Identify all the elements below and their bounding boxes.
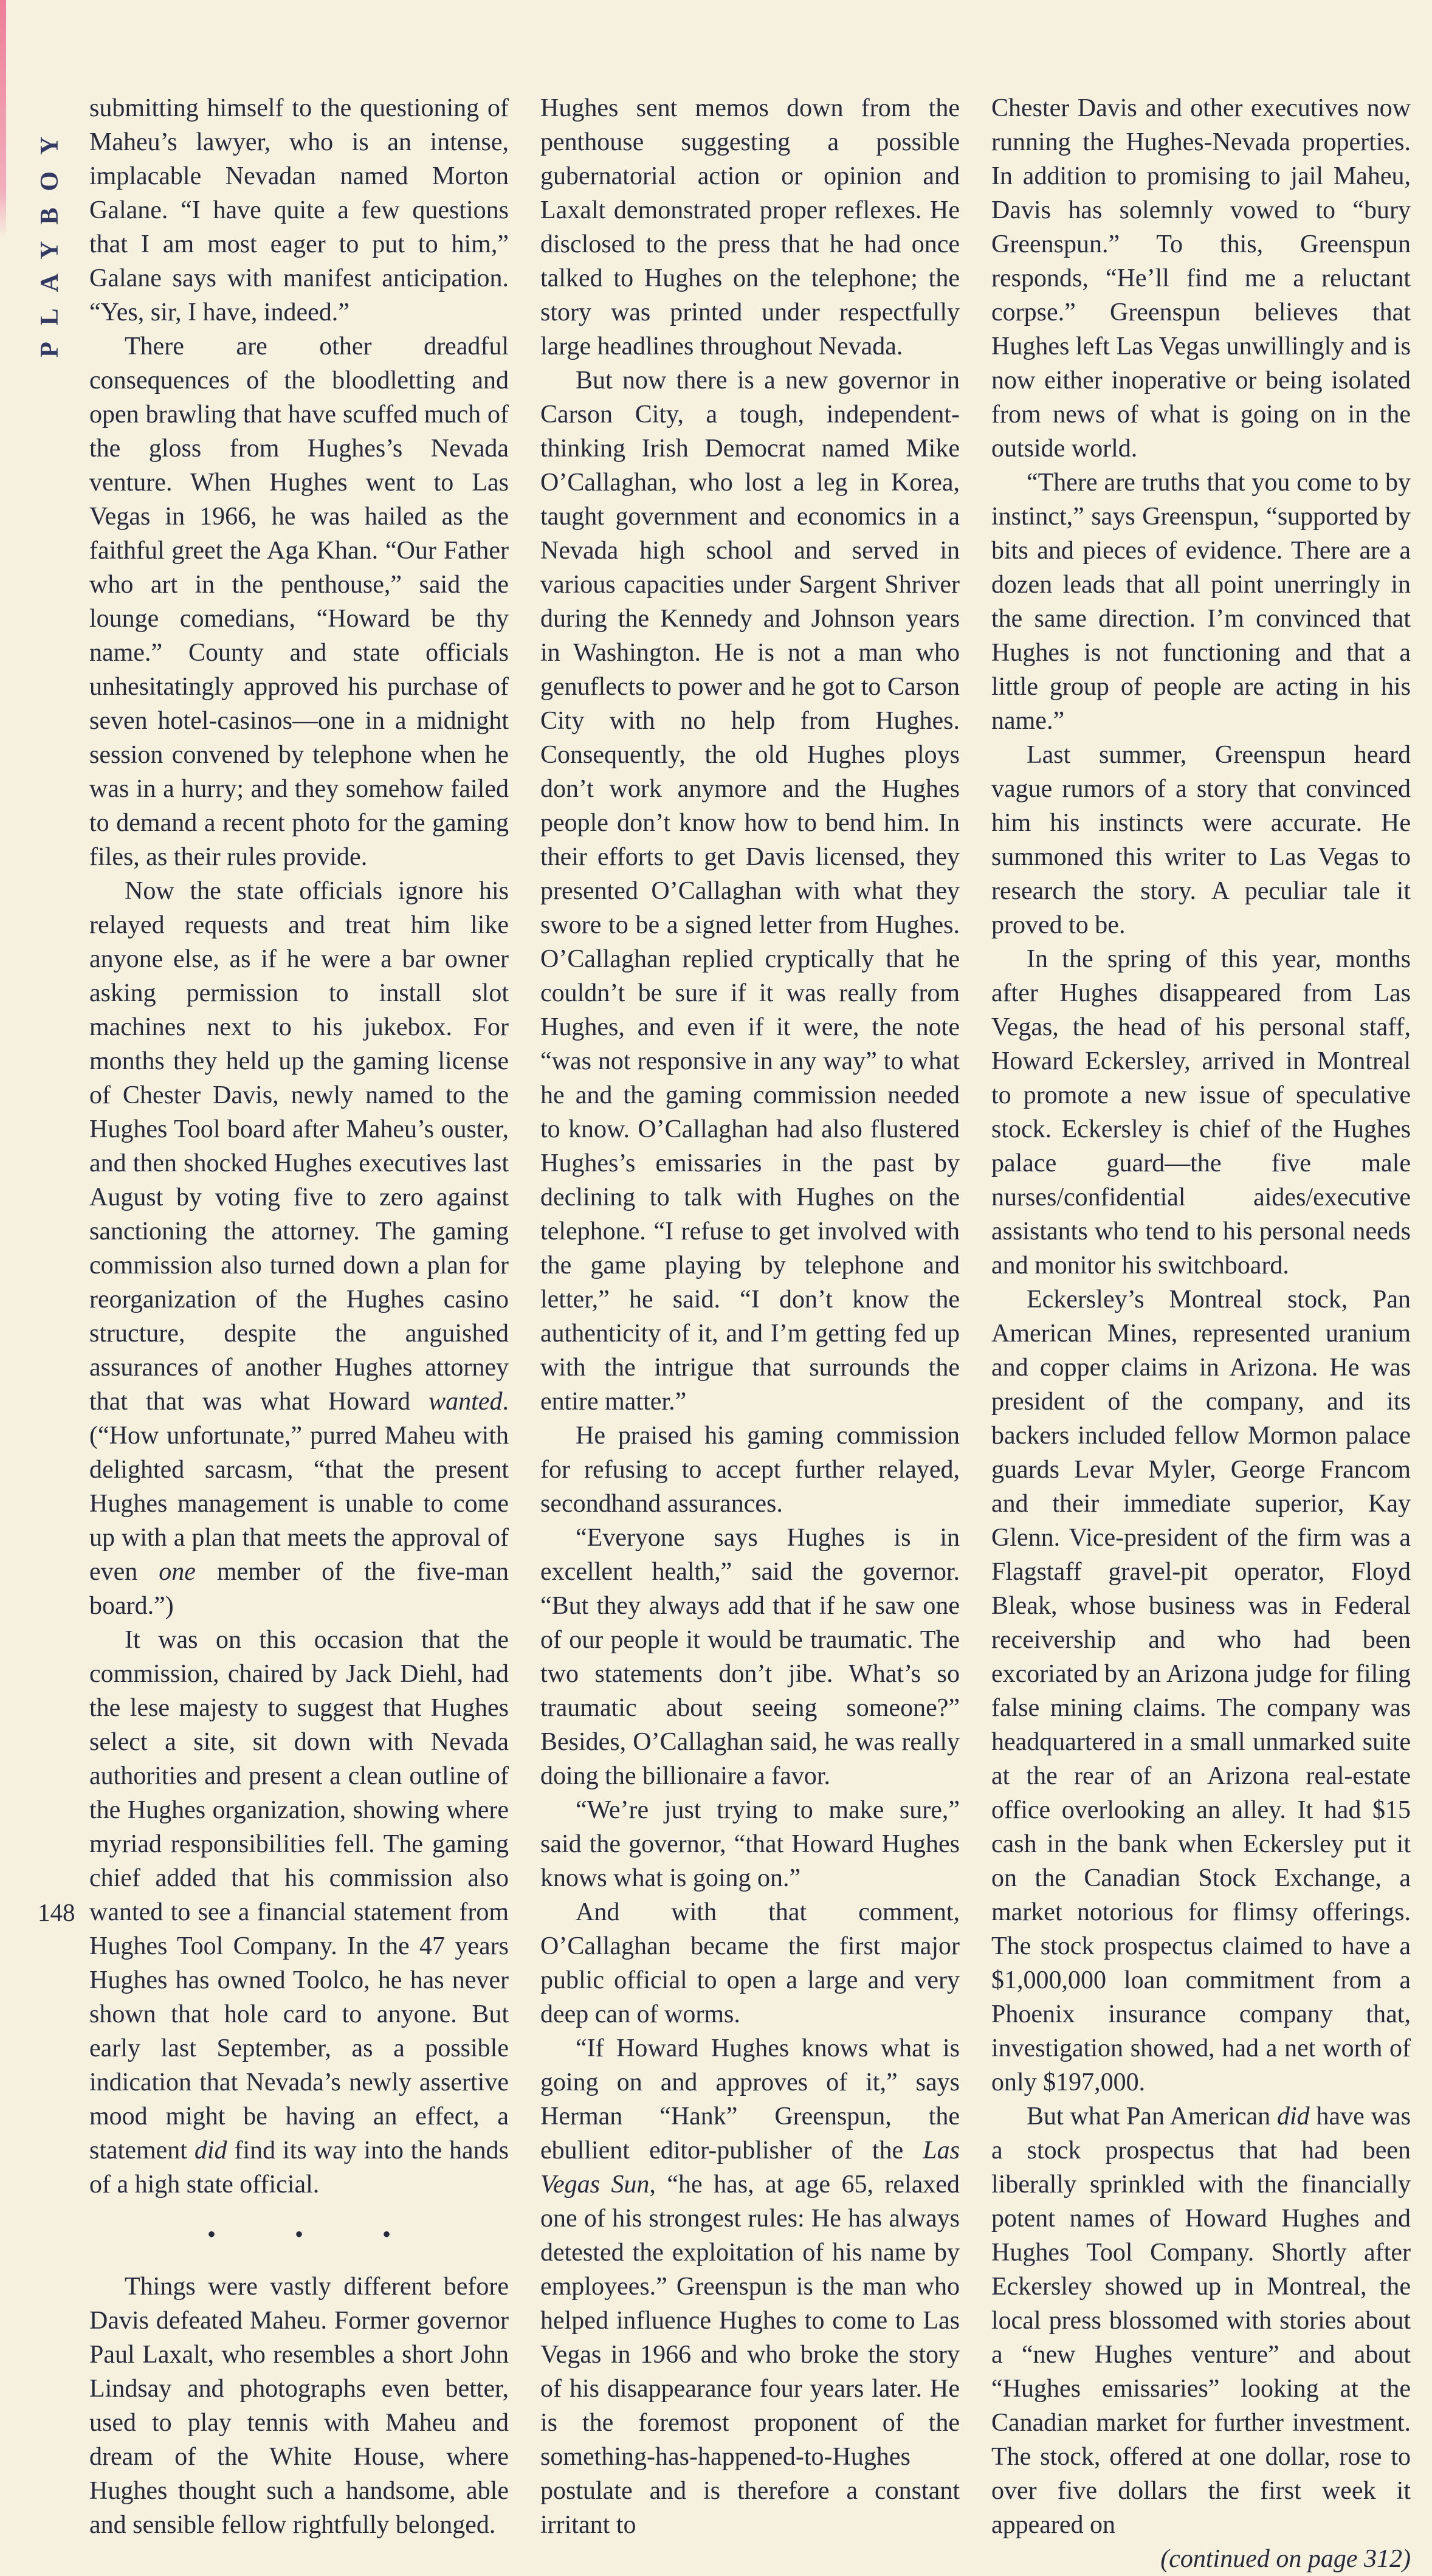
playboy-vertical-logo: PLAYBOY <box>36 120 64 357</box>
text-run: In the spring of this year, months after Hughes disappeared from Las Vegas, the head of his personal staff, Howard Eckersley, arrived in Montreal to promote a new issue of speculative stock. Eckersley is chief of the Hughes palace guard—the five male nurses/confidential aides/executive assistants who tend to his personal needs and monitor his switchboard. <box>991 945 1411 1279</box>
text-run: There are other dreadful consequences of the bloodletting and open brawling that have scuffed much of the gloss from Hughes’s Nevada venture. When Hughes went to Las Vegas in 1966, he was hailed as the faithful greet the Aga Khan. “Our Father who art in the penthouse,” said the lounge comedians, “Howard be thy name.” County and state officials unhesitatingly approved his purchase of seven hotel-casinos—one in a midnight session convened by telephone when he was in a hurry; and they somehow failed to demand a recent photo for the gaming files, as their rules provide. <box>89 332 509 871</box>
paragraph <box>991 2099 1411 2542</box>
paragraph <box>991 942 1411 1283</box>
text-run: “Everyone says Hughes is in excellent health,” said the governor. “But they always add that if he saw one of our people it would be traumatic. The two statements don’t jibe. What’s so traumatic about seeing someone?” Besides, O’Callaghan said, he was really doing the billionaire a favor. <box>540 1524 960 1790</box>
text-run: , “he has, at age 65, relaxed one of his strongest rules: He has always detested the exploitation of his name by employees.” Greenspun is the man who helped influence Hughes to come to Las Vegas in 1966 and who broke the story of his disappearance four years later. He is the foremost proponent of the something-has-happened-to-Hughes postulate and is therefore a constant irritant to <box>540 2171 960 2539</box>
paragraph <box>991 91 1411 466</box>
text-run: But what Pan American <box>1027 2102 1278 2130</box>
paragraph <box>540 91 960 363</box>
text-run: And with that comment, O’Callaghan became the first major public official to open a large and very deep can of worms. <box>540 1898 960 2028</box>
paragraph <box>540 1419 960 1521</box>
text-run: Eckersley’s Montreal stock, Pan American Mines, represented uranium and copper claims in Arizona. He was president of the company, and its backers included fellow Mormon palace guards Levar Myler, George Francom and their immediate superior, Kay Glenn. Vice-president of the firm was a Flagstaff gravel-pit operator, Floyd Bleak, whose business was in Federal receivership and who had been excoriated by an Arizona judge for filing false mining claims. The company was headquartered in a small unmarked suite at the rear of an Arizona real-estate office overlooking an alley. It had $15 cash in the bank when Eckersley put it on the Canadian Stock Exchange, a market notorious for flimsy offerings. The stock prospectus claimed to have a $1,000,000 loan commitment from a Phoenix insurance company that, investigation showed, had a net worth of only $197,000. <box>991 1286 1411 2096</box>
article-column-left <box>89 91 509 2576</box>
paragraph <box>991 2542 1411 2576</box>
paragraph <box>540 1793 960 1895</box>
italic-text-run: wanted <box>429 1388 503 1416</box>
text-run: Last summer, Greenspun heard vague rumors of a story that convinced him his instincts were accurate. He summoned this writer to Las Vegas to research the story. A peculiar tale it proved to be. <box>991 741 1411 939</box>
text-run: Hughes sent memos down from the penthouse suggesting a possible gubernatorial action or opinion and Laxalt demonstrated proper reflexes. He disclosed to the press that he had once talked to Hughes on the telephone; the story was printed under respectfully large headlines throughout Nevada. <box>540 94 960 360</box>
paragraph <box>991 1283 1411 2099</box>
text-run: Things were vastly different before Davis defeated Maheu. Former governor Paul Laxalt, who resembles a short John Lindsay and photographs even better, used to play tennis with Maheu and dream of the White House, where Hughes thought such a handsome, able and sensible fellow rightfully belonged. <box>89 2273 509 2539</box>
paragraph <box>89 874 509 1623</box>
article-column-right <box>991 91 1411 2576</box>
text-run: Now the state officials ignore his relayed requests and treat him like anyone else, as if he were a bar owner asking permission to install slot machines next to his jukebox. For months they held up the gaming license of Chester Davis, newly named to the Hughes Tool board after Maheu’s ouster, and then shocked Hughes executives last August by voting five to zero against sanctioning the attorney. The gaming commission also turned down a plan for reorganization of the Hughes casino structure, despite the anguished assurances of another Hughes attorney that that was what Howard <box>89 877 509 1416</box>
text-run: “If Howard Hughes knows what is going on and approves of it,” says Herman “Hank” Greenspun, the ebullient editor-publisher of the <box>540 2034 960 2164</box>
text-run: He praised his gaming commission for refusing to accept further relayed, secondhand assurances. <box>540 1422 960 1518</box>
paragraph <box>540 2031 960 2542</box>
text-run: . (“How unfortunate,” purred Maheu with delighted sarcasm, “that the present Hughes management is unable to come up with a plan that meets the approval of even <box>89 1388 509 1586</box>
paragraph <box>89 1623 509 2202</box>
text-run: member of the five-man board.”) <box>89 1558 509 1620</box>
paragraph <box>540 1895 960 2031</box>
paragraph <box>89 329 509 874</box>
text-run: “We’re just trying to make sure,” said the governor, “that Howard Hughes knows what is going on.” <box>540 1796 960 1892</box>
page-number: 148 <box>38 1898 75 1926</box>
article-column-middle <box>540 91 960 2576</box>
italic-text-run: did <box>194 2137 227 2164</box>
text-run: find its way into the hands of a high state official. <box>89 2137 509 2199</box>
italic-text-run: (continued on page 312) <box>1160 2545 1411 2573</box>
paragraph <box>991 466 1411 738</box>
paragraph <box>991 738 1411 942</box>
paragraph <box>89 91 509 329</box>
italic-text-run: Las Vegas Sun <box>540 2137 960 2199</box>
text-run: Chester Davis and other executives now running the Hughes-Nevada properties. In addition to promising to jail Maheu, Davis has solemnly vowed to “bury Greenspun.” To this, Greenspun responds, “He’ll find me a reluctant corpse.” Greenspun believes that Hughes left Las Vegas unwillingly and is now either inoperative or being isolated from news of what is going on in the outside world. <box>991 94 1411 463</box>
text-run: It was on this occasion that the commission, chaired by Jack Diehl, had the lese majesty to suggest that Hughes select a site, sit down with Nevada authorities and present a clean outline of the Hughes organization, showing where myriad responsibilities fell. The gaming chief added that his commission also wanted to see a financial statement from Hughes Tool Company. In the 47 years Hughes has owned Toolco, he has never shown that hole card to anyone. But early last September, as a possible indication that Nevada’s newly assertive mood might be having an effect, a statement <box>89 1626 509 2164</box>
text-run: “There are truths that you come to by instinct,” says Greenspun, “supported by bits and pieces of evidence. There are a dozen leads that all point unerringly in the same direction. I’m convinced that Hughes is not functioning and that a little group of people are acting in his name.” <box>991 469 1411 735</box>
scan-artifact-strip <box>0 0 6 238</box>
section-separator: • • • <box>207 2220 427 2248</box>
italic-text-run: one <box>159 1558 196 1586</box>
italic-text-run: did <box>1277 2102 1310 2130</box>
text-run: submitting himself to the questioning of Maheu’s lawyer, who is an intense, implacable Nevadan named Morton Galane. “I have quite a few questions that I am most eager to put to him,” Galane says with manifest anticipation. “Yes, sir, I have, indeed.” <box>89 94 509 326</box>
paragraph <box>540 363 960 1419</box>
text-run: have was a stock prospectus that had been liberally sprinkled with the financially potent names of Howard Hughes and Hughes Tool Company. Shortly after Eckersley showed up in Montreal, the local press blossomed with stories about a “new Hughes venture” and about “Hughes emissaries” looking at the Canadian market for further investment. The stock, offered at one dollar, rose to over five dollars the first week it appeared on <box>991 2102 1411 2539</box>
paragraph <box>89 2270 509 2542</box>
text-run: But now there is a new governor in Carson City, a tough, independent-thinking Irish Democrat named Mike O’Callaghan, who lost a leg in Korea, taught government and economics in a Nevada high school and served in various capacities under Sargent Shriver during the Kennedy and Johnson years in Washington. He is not a man who genuflects to power and he got to Carson City with no help from Hughes. Consequently, the old Hughes ploys don’t work anymore and the Hughes people don’t know how to bend him. In their efforts to get Davis licensed, they presented O’Callaghan with what they swore to be a signed letter from Hughes. O’Callaghan replied cryptically that he couldn’t be sure if it was really from Hughes, and even if it were, the note “was not responsive in any way” to what he and the gaming commission needed to know. O’Callaghan had also flustered Hughes’s emissaries in the past by declining to talk with Hughes on the telephone. “I refuse to get involved with the game playing by telephone and letter,” he said. “I don’t know the authenticity of it, and I’m getting fed up with the intrigue that surrounds the entire matter.” <box>540 367 960 1416</box>
article-body <box>89 91 1411 2576</box>
paragraph <box>540 1521 960 1793</box>
